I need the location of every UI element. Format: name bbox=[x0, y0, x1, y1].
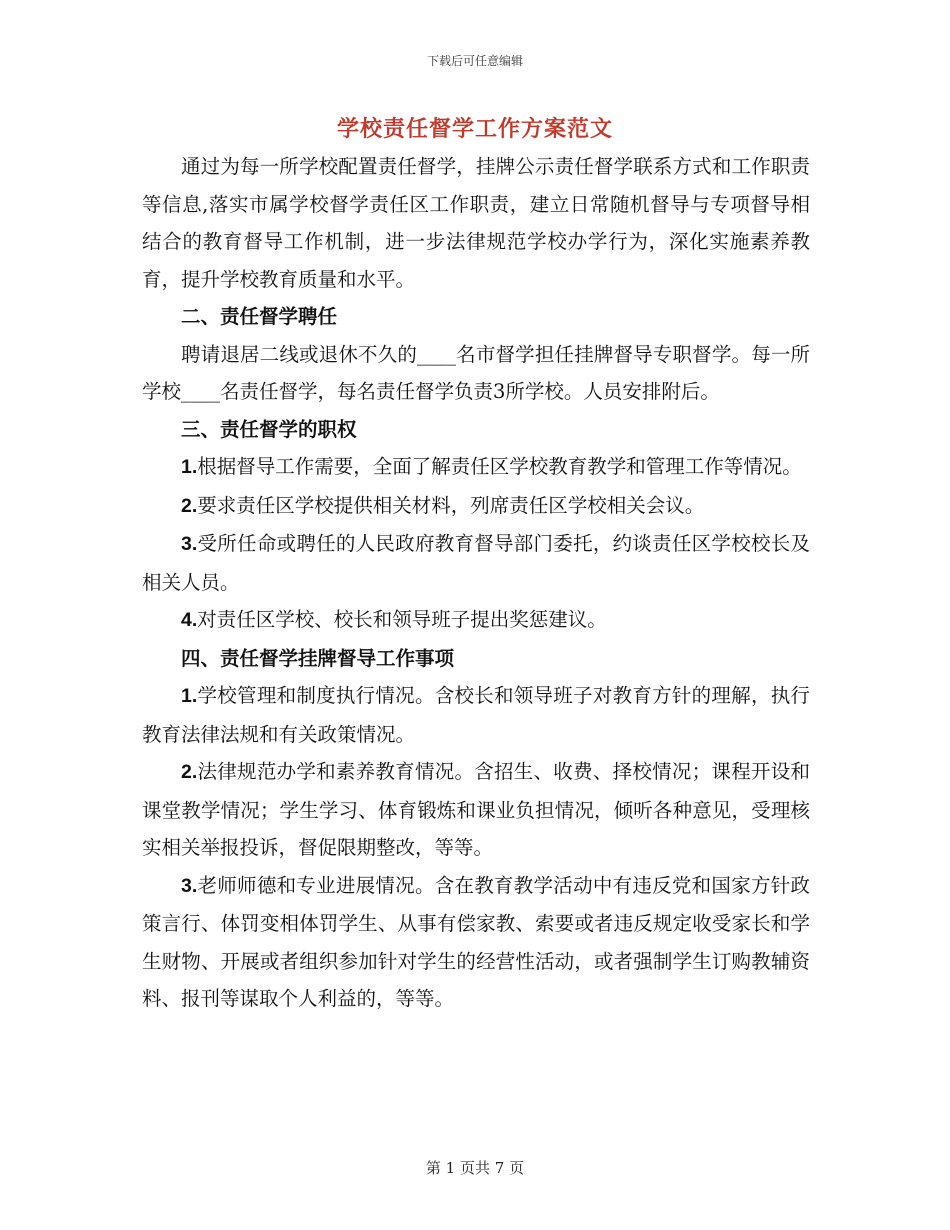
matter-item-3: 3.老师师德和专业进展情况。含在教育教学活动中有违反党和国家方针政策言行、体罚变相体罚学生、从事有偿家教、索要或者违反规定收受家长和学生财物、开展或者组织参加针对学生的经营性活动，或者强制学生订购教辅资料、报刊等谋取个人利益的，等等。 bbox=[142, 873, 810, 1010]
item-number: 4. bbox=[181, 609, 198, 631]
power-item-3: 3.受所任命或聘任的人民政府教育督导部门委托，约谈责任区学校校长及相关人员。 bbox=[142, 532, 810, 594]
section-heading-4: 四、责任督学挂牌督导工作事项 bbox=[181, 646, 455, 670]
section-heading-3: 三、责任督学的职权 bbox=[181, 417, 357, 441]
page-footer: 第 1 页共 7 页 bbox=[425, 1159, 525, 1177]
document-title: 学校责任督学工作方案范文 bbox=[336, 116, 613, 142]
intro-paragraph: 通过为每一所学校配置责任督学，挂牌公示责任督学联系方式和工作职责等信息,落实市属学校督学责任区工作职责，建立日常随机督导与专项督导相结合的教育督导工作机制，进一步法律规范学校办学行为，深化实施素养教育，提升学校教育质量和水平。 bbox=[142, 155, 810, 291]
item-number: 1. bbox=[181, 456, 198, 478]
item-number: 2. bbox=[181, 761, 198, 783]
hiring-paragraph: 聘请退居二线或退休不久的____名市督学担任挂牌督导专职督学。每一所学校____名责任督学，每名责任督学负责3所学校。人员安排附后。 bbox=[142, 342, 810, 403]
item-number: 3. bbox=[181, 533, 198, 555]
power-item-4: 4.对责任区学校、校长和领导班子提出奖惩建议。 bbox=[181, 608, 607, 631]
matter-item-1: 1.学校管理和制度执行情况。含校长和领导班子对教育方针的理解，执行教育法律法规和有关政策情况。 bbox=[142, 684, 810, 746]
power-item-1: 1.根据督导工作需要，全面了解责任区学校教育教学和管理工作等情况。 bbox=[181, 455, 802, 478]
item-number: 2. bbox=[181, 494, 198, 517]
matter-item-2: 2.法律规范办学和素养教育情况。含招生、收费、择校情况；课程开设和课堂教学情况；学生学习、体育锻炼和课业负担情况，倾听各种意见，受理核实相关举报投诉，督促限期整改，等等。 bbox=[142, 760, 810, 859]
section-heading-2: 二、责任督学聘任 bbox=[181, 305, 338, 328]
document-body bbox=[142, 148, 810, 1018]
item-number: 1. bbox=[181, 685, 198, 707]
header-note: 下载后可任意编辑 bbox=[426, 54, 523, 68]
power-item-2: 2.要求责任区学校提供相关材料，列席责任区学校相关会议。 bbox=[181, 493, 705, 517]
item-number: 3. bbox=[181, 874, 198, 897]
